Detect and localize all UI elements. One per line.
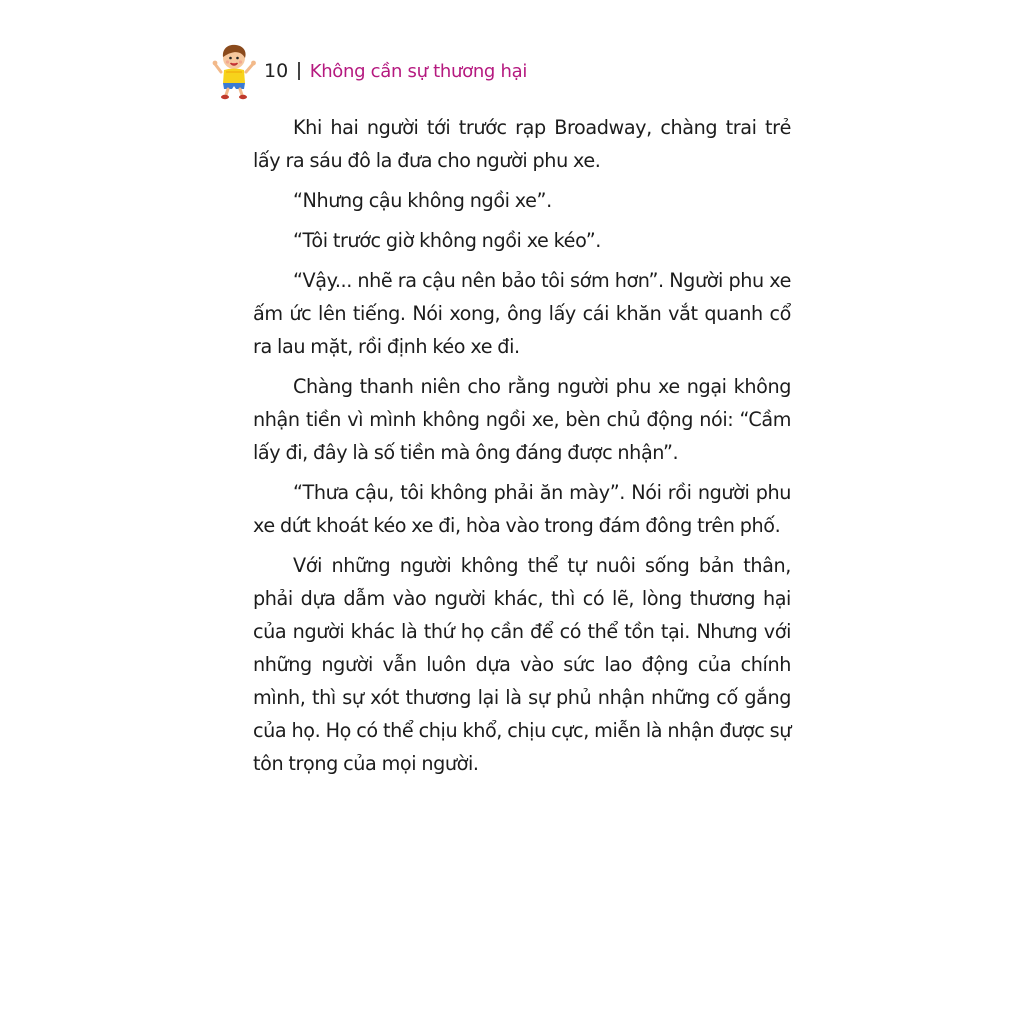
page-number: 10 <box>264 60 289 82</box>
page-body <box>253 111 791 787</box>
paragraph: Chàng thanh niên cho rằng người phu xe ngại không nhận tiền vì mình không ngồi xe, bèn chủ động nói: “Cầm lấy đi, đây là số tiền mà ông đáng được nhận”. <box>253 375 791 464</box>
cartoon-boy-mascot-icon <box>212 42 258 100</box>
paragraph: “Nhưng cậu không ngồi xe”. <box>293 189 552 212</box>
paragraph: Khi hai người tới trước rạp Broadway, chàng trai trẻ lấy ra sáu đô la đưa cho người phu xe. <box>253 116 791 172</box>
page-header <box>212 42 527 100</box>
header-divider <box>298 62 300 80</box>
chapter-title: Không cần sự thương hại <box>309 60 528 82</box>
paragraph: “Thưa cậu, tôi không phải ăn mày”. Nói rồi người phu xe dứt khoát kéo xe đi, hòa vào trong đám đông trên phố. <box>253 481 791 537</box>
paragraph: “Tôi trước giờ không ngồi xe kéo”. <box>293 229 601 252</box>
paragraph: “Vậy... nhẽ ra cậu nên bảo tôi sớm hơn”. Người phu xe ấm ức lên tiếng. Nói xong, ông lấy cái khăn vắt quanh cổ ra lau mặt, rồi định kéo xe đi. <box>253 269 791 358</box>
paragraph: Với những người không thể tự nuôi sống bản thân, phải dựa dẫm vào người khác, thì có lẽ, lòng thương hại của người khác là thứ họ cần để có thể tồn tại. Nhưng với những người vẫn luôn dựa vào sức lao động của chính mình, thì sự xót thương lại là sự phủ nhận những cố gắng của họ. Họ có thể chịu khổ, chịu cực, miễn là nhận được sự tôn trọng của mọi người. <box>253 554 791 775</box>
